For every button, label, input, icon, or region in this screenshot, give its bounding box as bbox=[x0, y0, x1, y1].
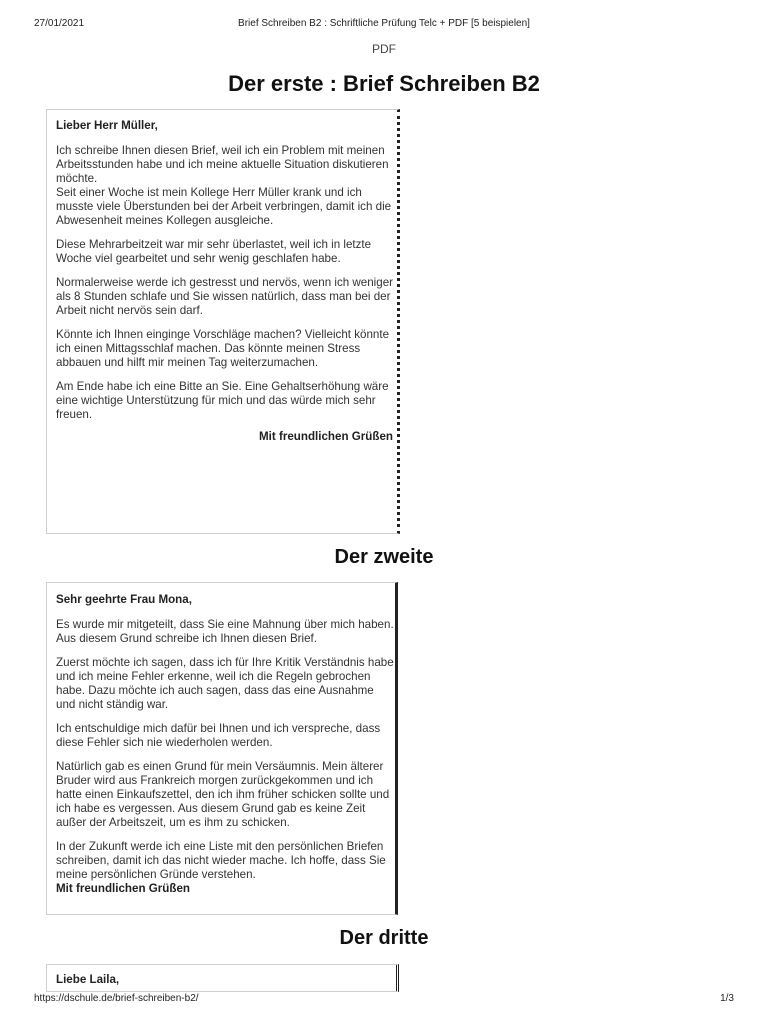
print-url[interactable]: https://dschule.de/brief-schreiben-b2/ bbox=[34, 993, 199, 1004]
letter2-closing: Mit freundlichen Grüßen bbox=[56, 882, 190, 895]
letter1-greeting: Lieber Herr Müller, bbox=[56, 119, 158, 132]
heading-third-letter: Der dritte bbox=[339, 927, 429, 949]
letter2-paragraph: In der Zukunft werde ich eine Liste mit den persönlichen Briefen schreiben, damit ich das nicht wieder mache. Ich hoffe, dass Sie meine persönlichen Gründe verstehen. bbox=[56, 840, 386, 881]
print-date: 27/01/2021 bbox=[34, 18, 85, 29]
letter-box-2 bbox=[46, 582, 398, 915]
letter2-paragraph: Natürlich gab es einen Grund für mein Versäumnis. Mein älterer Bruder wird aus Frankreich morgen zurückgekommen und ich hatte einen Einkaufszettel, den ich ihm früher schicken sollte und ich habe es vergessen. Aus diesem Grund gab es keine Zeit außer der Arbeitszeit, um es ihm zu schicken. bbox=[56, 760, 390, 829]
letter1-closing: Mit freundlichen Grüßen bbox=[259, 430, 393, 443]
letter1-paragraph: Ich schreibe Ihnen diesen Brief, weil ich ein Problem mit meinen Arbeitsstunden habe und ich meine aktuelle Situation diskutieren möchte. Seit einer Woche ist mein Kollege Herr Müller krank und ich musste viele Überstunden bei der Arbeit verbringen, damit ich die Abwesenheit meines Kollegen ausgleiche. bbox=[56, 144, 392, 227]
print-page-title: Brief Schreiben B2 : Schriftliche Prüfung Telc + PDF [5 beispielen] bbox=[238, 18, 530, 29]
letter-box-1 bbox=[46, 109, 400, 534]
letter3-greeting: Liebe Laila, bbox=[56, 973, 120, 986]
heading-second-letter: Der zweite bbox=[334, 546, 434, 568]
letter2-paragraph: Zuerst möchte ich sagen, dass ich für Ihre Kritik Verständnis habe und ich meine Fehler erkenne, weil ich die Regeln gebrochen habe. Dazu möchte ich auch sagen, dass das eine Ausnahme und nicht ständig war. bbox=[56, 656, 394, 711]
letter1-paragraph: Normalerweise werde ich gestresst und nervös, wenn ich weniger als 8 Stunden schlafe und Sie wissen natürlich, dass man bei der Arbeit nicht nervös sein darf. bbox=[56, 276, 394, 317]
letter2-greeting: Sehr geehrte Frau Mona, bbox=[56, 593, 192, 606]
page-number: 1/3 bbox=[720, 993, 734, 1004]
letter1-paragraph: Diese Mehrarbeitzeit war mir sehr überlastet, weil ich in letzte Woche viel gearbeitet und sehr wenig geschlafen habe. bbox=[56, 238, 372, 265]
letter1-paragraph: Am Ende habe ich eine Bitte an Sie. Eine Gehaltserhöhung wäre eine wichtige Unterstützung für mich und das würde mich sehr freuen. bbox=[56, 380, 389, 421]
heading-first-letter: Der erste : Brief Schreiben B2 bbox=[228, 71, 540, 96]
letter1-paragraph: Könnte ich Ihnen einginge Vorschläge machen? Vielleicht könnte ich einen Mittagsschlaf machen. Das könnte meinen Stress abbauen und hilft mir meinen Tag weiterzumachen. bbox=[56, 328, 390, 369]
letter2-paragraph: Es wurde mir mitgeteilt, dass Sie eine Mahnung über mich haben. Aus diesem Grund schreibe ich Ihnen diesen Brief. bbox=[56, 618, 394, 645]
letter2-paragraph: Ich entschuldige mich dafür bei Ihnen und ich verspreche, dass diese Fehler sich nie wiederholen werden. bbox=[56, 722, 381, 749]
letter-box-3 bbox=[46, 964, 399, 992]
pdf-label: PDF bbox=[372, 42, 396, 56]
